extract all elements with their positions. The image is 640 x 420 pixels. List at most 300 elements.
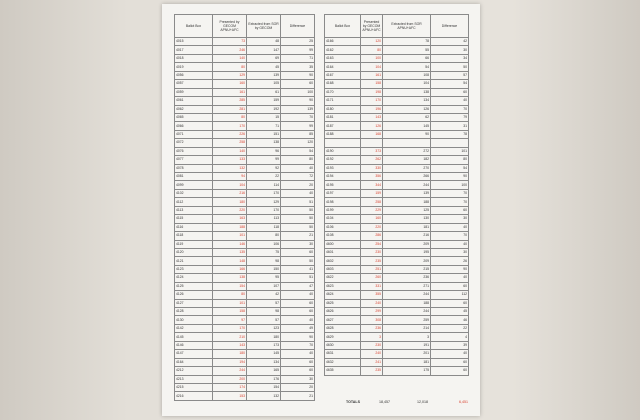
gecom-value-cell: 281 bbox=[213, 105, 247, 113]
sor-value-cell: 244 bbox=[383, 291, 431, 299]
table-row bbox=[325, 173, 469, 181]
table-row bbox=[175, 333, 315, 341]
ballot-box-cell: 4061 bbox=[175, 97, 213, 105]
difference-cell: 50 bbox=[281, 215, 315, 223]
table-row bbox=[175, 383, 315, 391]
table-row bbox=[325, 324, 469, 332]
gecom-value-cell: 168 bbox=[361, 130, 383, 138]
table-row bbox=[325, 156, 469, 164]
table-row bbox=[325, 88, 469, 96]
ballot-box-cell: 4123 bbox=[175, 265, 213, 273]
gecom-value-cell: 330 bbox=[361, 164, 383, 172]
totals-row bbox=[324, 398, 468, 406]
sor-value-cell: 182 bbox=[383, 156, 431, 164]
difference-cell: 30 bbox=[431, 248, 469, 256]
sor-value-cell: 175 bbox=[383, 367, 431, 375]
gecom-value-cell: 220 bbox=[213, 206, 247, 214]
difference-cell: 49 bbox=[281, 324, 315, 332]
difference-cell: 21 bbox=[281, 232, 315, 240]
ballot-box-cell: 4622 bbox=[325, 274, 361, 282]
sor-value-cell: 92 bbox=[247, 164, 281, 172]
difference-cell: 60 bbox=[281, 367, 315, 375]
sor-value-cell: 98 bbox=[247, 308, 281, 316]
difference-cell: 40 bbox=[281, 291, 315, 299]
gecom-value-cell: 163 bbox=[213, 215, 247, 223]
gecom-value-cell: 260 bbox=[361, 274, 383, 282]
difference-cell: 60 bbox=[431, 358, 469, 366]
difference-cell: 30 bbox=[431, 46, 469, 54]
gecom-value-cell: 251 bbox=[361, 265, 383, 273]
table-row bbox=[175, 113, 315, 121]
sor-value-cell: 188 bbox=[383, 198, 431, 206]
ballot-box-cell: 4197 bbox=[325, 189, 361, 197]
ballot-box-cell: 4629 bbox=[325, 333, 361, 341]
table-row bbox=[325, 97, 469, 105]
ballot-box-cell: 4630 bbox=[325, 341, 361, 349]
gecom-value-cell: 174 bbox=[213, 383, 247, 391]
ballot-box-cell: 4167 bbox=[325, 71, 361, 79]
gecom-value-cell: 158 bbox=[361, 80, 383, 88]
difference-cell: 85 bbox=[281, 130, 315, 138]
table-row bbox=[325, 139, 469, 147]
gecom-value-cell: 146 bbox=[213, 240, 247, 248]
sor-value-cell: 181 bbox=[383, 223, 431, 231]
sor-value-cell: 195 bbox=[383, 248, 431, 256]
gecom-value-cell: 285 bbox=[213, 97, 247, 105]
table-row bbox=[325, 282, 469, 290]
gecom-value-cell: 262 bbox=[361, 156, 383, 164]
difference-cell: 79 bbox=[431, 113, 469, 121]
sor-value-cell: 54 bbox=[383, 63, 431, 71]
gecom-value-cell: 104 bbox=[213, 181, 247, 189]
difference-cell: 4 bbox=[431, 333, 469, 341]
table-row bbox=[325, 164, 469, 172]
ballot-box-cell: 4181 bbox=[325, 113, 361, 121]
difference-cell: 30 bbox=[281, 375, 315, 383]
table-row bbox=[325, 130, 469, 138]
sor-value-cell: 159 bbox=[247, 97, 281, 105]
ballot-box-cell: 4625 bbox=[325, 299, 361, 307]
ballot-box-cell: 4166 bbox=[325, 38, 361, 46]
gecom-value-cell: 299 bbox=[361, 308, 383, 316]
difference-cell: 42 bbox=[431, 38, 469, 46]
table-row bbox=[325, 105, 469, 113]
table-row bbox=[175, 139, 315, 147]
left-results-table bbox=[174, 14, 315, 401]
sor-value-cell: 104 bbox=[383, 80, 431, 88]
difference-cell: 21 bbox=[281, 392, 315, 400]
gecom-value-cell: 194 bbox=[213, 358, 247, 366]
difference-cell: 60 bbox=[431, 206, 469, 214]
table-row bbox=[175, 97, 315, 105]
sor-value-cell: 150 bbox=[247, 265, 281, 273]
sor-value-cell: 132 bbox=[247, 392, 281, 400]
ballot-box-cell: 4216 bbox=[175, 392, 213, 400]
table-row bbox=[175, 173, 315, 181]
table-row bbox=[325, 341, 469, 349]
difference-cell: 30 bbox=[281, 240, 315, 248]
gecom-value-cell: 126 bbox=[361, 122, 383, 130]
gecom-value-cell: 140 bbox=[213, 147, 247, 155]
column-header: Difference bbox=[281, 15, 315, 38]
sor-value-cell: 145 bbox=[383, 122, 431, 130]
gecom-value-cell: 230 bbox=[361, 248, 383, 256]
difference-cell: 100 bbox=[281, 88, 315, 96]
difference-cell: 54 bbox=[281, 147, 315, 155]
difference-cell: 99 bbox=[281, 46, 315, 54]
table-row bbox=[175, 341, 315, 349]
ballot-box-cell: 4162 bbox=[325, 46, 361, 54]
table-row bbox=[175, 350, 315, 358]
gecom-value-cell: 166 bbox=[213, 265, 247, 273]
table-row bbox=[325, 299, 469, 307]
sor-value-cell: 154 bbox=[247, 383, 281, 391]
table-row bbox=[175, 164, 315, 172]
ballot-box-cell: 4120 bbox=[175, 248, 213, 256]
sor-value-cell: 69 bbox=[247, 54, 281, 62]
gecom-value-cell: 80 bbox=[213, 113, 247, 121]
gecom-value-cell: 198 bbox=[361, 88, 383, 96]
difference-cell: 70 bbox=[431, 105, 469, 113]
table-row bbox=[325, 147, 469, 155]
table-row bbox=[325, 54, 469, 62]
ballot-box-cell: 4180 bbox=[325, 105, 361, 113]
ballot-box-cell: 4142 bbox=[175, 324, 213, 332]
ballot-box-cell: 4164 bbox=[325, 63, 361, 71]
difference-cell: 60 bbox=[281, 299, 315, 307]
ballot-box-cell: 4071 bbox=[175, 130, 213, 138]
difference-cell: 60 bbox=[281, 358, 315, 366]
sor-value-cell bbox=[383, 139, 431, 147]
ballot-box-cell: 4119 bbox=[175, 240, 213, 248]
table-row bbox=[325, 265, 469, 273]
table-row bbox=[175, 189, 315, 197]
table-row bbox=[175, 215, 315, 223]
ballot-box-cell: 4125 bbox=[175, 282, 213, 290]
ballot-box-cell: 4059 bbox=[175, 88, 213, 96]
ballot-box-cell: 4113 bbox=[175, 206, 213, 214]
sor-value-cell: 236 bbox=[383, 274, 431, 282]
sor-value-cell: 71 bbox=[247, 122, 281, 130]
table-row bbox=[175, 122, 315, 130]
ballot-box-cell: 4057 bbox=[175, 80, 213, 88]
gecom-value-cell: 80 bbox=[213, 63, 247, 71]
table-row bbox=[175, 324, 315, 332]
table-row bbox=[325, 71, 469, 79]
ballot-box-cell: 4198 bbox=[325, 198, 361, 206]
gecom-value-cell: 94 bbox=[213, 173, 247, 181]
ballot-box-cell: 4072 bbox=[175, 139, 213, 147]
sor-value-cell: 216 bbox=[383, 232, 431, 240]
difference-cell: 60 bbox=[281, 80, 315, 88]
table-row bbox=[175, 375, 315, 383]
sor-value-cell: 139 bbox=[383, 189, 431, 197]
gecom-value-cell: 80 bbox=[361, 46, 383, 54]
sor-value-cell: 170 bbox=[247, 206, 281, 214]
table-row bbox=[175, 308, 315, 316]
ballot-box-cell: 4018 bbox=[175, 54, 213, 62]
totals-label: TOTALS bbox=[345, 400, 360, 404]
gecom-value-cell: 101 bbox=[213, 232, 247, 240]
gecom-value-cell: 216 bbox=[213, 189, 247, 197]
table-row bbox=[175, 80, 315, 88]
table-row bbox=[175, 299, 315, 307]
column-header: Ballot Box bbox=[325, 15, 361, 38]
difference-cell: 39 bbox=[431, 341, 469, 349]
ballot-box-cell: 4624 bbox=[325, 291, 361, 299]
table-row bbox=[175, 206, 315, 214]
sor-value-cell: 105 bbox=[247, 80, 281, 88]
difference-cell: 60 bbox=[431, 88, 469, 96]
gecom-value-cell: 236 bbox=[361, 324, 383, 332]
table-row bbox=[175, 392, 315, 400]
ballot-box-cell: 4062 bbox=[175, 105, 213, 113]
ballot-box-cell: 4215 bbox=[175, 383, 213, 391]
sor-value-cell: 165 bbox=[247, 367, 281, 375]
difference-cell: 40 bbox=[281, 350, 315, 358]
difference-cell: 50 bbox=[281, 206, 315, 214]
table-row bbox=[325, 189, 469, 197]
sor-value-cell: 134 bbox=[247, 358, 281, 366]
table-row bbox=[325, 215, 469, 223]
ballot-box-cell: 4163 bbox=[325, 54, 361, 62]
sor-value-cell: 272 bbox=[383, 147, 431, 155]
sor-value-cell: 96 bbox=[247, 147, 281, 155]
gecom-value-cell: 230 bbox=[361, 341, 383, 349]
right-results-table bbox=[324, 14, 469, 376]
difference-cell: 120 bbox=[281, 139, 315, 147]
ballot-box-cell: 4635 bbox=[325, 367, 361, 375]
gecom-value-cell: 240 bbox=[361, 350, 383, 358]
table-row bbox=[325, 358, 469, 366]
difference-cell: 40 bbox=[431, 97, 469, 105]
gecom-value-cell: 3 bbox=[361, 333, 383, 341]
table-row bbox=[175, 198, 315, 206]
gecom-value-cell: 226 bbox=[213, 130, 247, 138]
gecom-value-cell: 229 bbox=[361, 206, 383, 214]
difference-cell: 22 bbox=[431, 324, 469, 332]
difference-cell: 80 bbox=[431, 156, 469, 164]
table-row bbox=[175, 46, 315, 54]
sor-value-cell: 209 bbox=[383, 240, 431, 248]
ballot-box-cell: 4019 bbox=[175, 63, 213, 71]
table-row bbox=[175, 248, 315, 256]
ballot-box-cell: 4187 bbox=[325, 122, 361, 130]
sor-value-cell: 48 bbox=[247, 38, 281, 46]
difference-cell: 40 bbox=[431, 350, 469, 358]
ballot-box-cell: 4145 bbox=[175, 333, 213, 341]
sor-value-cell: 170 bbox=[247, 189, 281, 197]
sor-value-cell: 57 bbox=[247, 316, 281, 324]
table-row bbox=[175, 38, 315, 46]
ballot-box-cell: 4116 bbox=[175, 223, 213, 231]
ballot-box-cell: 4102 bbox=[175, 189, 213, 197]
sor-value-cell: 151 bbox=[247, 130, 281, 138]
totals-difference: 6,451 bbox=[459, 400, 468, 404]
sor-value-cell: 107 bbox=[247, 282, 281, 290]
ballot-box-cell: 4213 bbox=[175, 375, 213, 383]
table-row bbox=[325, 350, 469, 358]
gecom-value-cell: 120 bbox=[361, 38, 383, 46]
sor-value-cell: 80 bbox=[247, 232, 281, 240]
table-row bbox=[175, 257, 315, 265]
difference-cell: 41 bbox=[281, 265, 315, 273]
sor-value-cell: 266 bbox=[383, 173, 431, 181]
column-header: Extracted from SOR by GECOM bbox=[247, 15, 281, 38]
ballot-box-cell: 4627 bbox=[325, 316, 361, 324]
difference-cell: 20 bbox=[281, 181, 315, 189]
difference-cell: 139 bbox=[281, 105, 315, 113]
ballot-box-cell: 4078 bbox=[175, 164, 213, 172]
ballot-box-cell: 4056 bbox=[175, 71, 213, 79]
ballot-box-cell: 4168 bbox=[325, 80, 361, 88]
gecom-value-cell: 159 bbox=[361, 189, 383, 197]
gecom-value-cell: 355 bbox=[361, 291, 383, 299]
difference-cell: 100 bbox=[431, 181, 469, 189]
ballot-box-cell: 4603 bbox=[325, 265, 361, 273]
totals-gecom: 18,457 bbox=[379, 400, 390, 404]
ballot-box-cell: 4124 bbox=[175, 274, 213, 282]
sor-value-cell: 98 bbox=[247, 257, 281, 265]
sor-value-cell: 123 bbox=[247, 324, 281, 332]
gecom-value-cell: 200 bbox=[213, 375, 247, 383]
ballot-box-cell: 4118 bbox=[175, 232, 213, 240]
ballot-box-cell: 4115 bbox=[175, 215, 213, 223]
sor-value-cell: 181 bbox=[383, 358, 431, 366]
ballot-box-cell: 4188 bbox=[325, 130, 361, 138]
difference-cell: 70 bbox=[431, 232, 469, 240]
column-header: Extracted from SOR APNU+AFC bbox=[383, 15, 431, 38]
sor-value-cell: 215 bbox=[383, 265, 431, 273]
table-row bbox=[325, 232, 469, 240]
gecom-value-cell: 246 bbox=[213, 46, 247, 54]
table-row bbox=[325, 63, 469, 71]
sor-value-cell: 130 bbox=[383, 215, 431, 223]
sor-value-cell: 3 bbox=[383, 333, 431, 341]
gecom-value-cell: 80 bbox=[213, 291, 247, 299]
difference-cell bbox=[431, 139, 469, 147]
sor-value-cell: 271 bbox=[383, 282, 431, 290]
difference-cell: 54 bbox=[431, 80, 469, 88]
difference-cell: 72 bbox=[281, 173, 315, 181]
sor-value-cell: 138 bbox=[247, 139, 281, 147]
sor-value-cell: 66 bbox=[383, 54, 431, 62]
difference-cell: 40 bbox=[431, 274, 469, 282]
difference-cell: 90 bbox=[281, 71, 315, 79]
gecom-value-cell: 210 bbox=[213, 333, 247, 341]
sor-value-cell: 95 bbox=[247, 274, 281, 282]
sor-value-cell: 126 bbox=[383, 105, 431, 113]
difference-cell: 60 bbox=[281, 248, 315, 256]
sor-value-cell: 114 bbox=[247, 181, 281, 189]
table-row bbox=[175, 105, 315, 113]
sor-value-cell: 108 bbox=[383, 71, 431, 79]
gecom-value-cell: 148 bbox=[213, 257, 247, 265]
gecom-value-cell: 241 bbox=[361, 358, 383, 366]
sor-value-cell: 192 bbox=[247, 105, 281, 113]
sor-value-cell: 244 bbox=[383, 181, 431, 189]
difference-cell: 54 bbox=[431, 164, 469, 172]
sor-value-cell: 57 bbox=[247, 299, 281, 307]
gecom-value-cell: 143 bbox=[361, 113, 383, 121]
sor-value-cell: 15 bbox=[247, 113, 281, 121]
left-header-row bbox=[175, 15, 315, 38]
sor-value-cell: 145 bbox=[247, 350, 281, 358]
sor-value-cell: 176 bbox=[247, 375, 281, 383]
left-table-body bbox=[175, 38, 315, 401]
gecom-value-cell: 170 bbox=[213, 122, 247, 130]
gecom-value-cell: 258 bbox=[213, 139, 247, 147]
gecom-value-cell: 133 bbox=[213, 156, 247, 164]
ballot-box-cell: 4015 bbox=[175, 38, 213, 46]
gecom-value-cell: 129 bbox=[213, 71, 247, 79]
column-header: Difference bbox=[431, 15, 469, 38]
gecom-value-cell: 286 bbox=[361, 232, 383, 240]
difference-cell: 50 bbox=[431, 63, 469, 71]
difference-cell: 101 bbox=[431, 147, 469, 155]
ballot-box-cell: 4108 bbox=[325, 232, 361, 240]
table-row bbox=[175, 367, 315, 375]
sor-value-cell: 90 bbox=[383, 130, 431, 138]
ballot-box-cell: 4602 bbox=[325, 257, 361, 265]
table-row bbox=[175, 181, 315, 189]
difference-cell: 80 bbox=[281, 156, 315, 164]
difference-cell: 70 bbox=[281, 341, 315, 349]
gecom-value-cell: 180 bbox=[213, 198, 247, 206]
table-row bbox=[175, 156, 315, 164]
gecom-value-cell: 373 bbox=[361, 147, 383, 155]
gecom-value-cell: 154 bbox=[213, 282, 247, 290]
gecom-value-cell: 258 bbox=[361, 198, 383, 206]
difference-cell: 40 bbox=[281, 164, 315, 172]
gecom-value-cell: 196 bbox=[361, 105, 383, 113]
table-row bbox=[325, 181, 469, 189]
sor-value-cell: 259 bbox=[383, 316, 431, 324]
table-row bbox=[175, 54, 315, 62]
sor-value-cell: 42 bbox=[247, 291, 281, 299]
ballot-box-cell: 4127 bbox=[175, 299, 213, 307]
ballot-box-cell: 4146 bbox=[175, 341, 213, 349]
difference-cell: 40 bbox=[431, 223, 469, 231]
gecom-value-cell: 254 bbox=[361, 240, 383, 248]
ballot-box-cell: 4164 bbox=[175, 358, 213, 366]
sor-value-cell: 134 bbox=[383, 97, 431, 105]
ballot-box-cell: 4170 bbox=[325, 88, 361, 96]
right-table-body bbox=[325, 38, 469, 376]
table-row bbox=[325, 206, 469, 214]
table-row bbox=[325, 291, 469, 299]
sor-value-cell: 22 bbox=[247, 173, 281, 181]
ballot-box-cell: 4632 bbox=[325, 358, 361, 366]
table-row bbox=[175, 71, 315, 79]
ballot-box-cell: 4128 bbox=[175, 308, 213, 316]
difference-cell: 25 bbox=[281, 38, 315, 46]
table-row bbox=[325, 248, 469, 256]
ballot-box-cell: 4077 bbox=[175, 156, 213, 164]
gecom-value-cell: 180 bbox=[213, 350, 247, 358]
ballot-box-cell: 4194 bbox=[325, 173, 361, 181]
table-row bbox=[175, 223, 315, 231]
table-row bbox=[325, 198, 469, 206]
gecom-value-cell: 160 bbox=[361, 215, 383, 223]
gecom-value-cell: 240 bbox=[361, 299, 383, 307]
sor-value-cell: 129 bbox=[247, 198, 281, 206]
ballot-box-cell bbox=[325, 139, 361, 147]
gecom-value-cell: 138 bbox=[213, 274, 247, 282]
difference-cell: 40 bbox=[281, 316, 315, 324]
table-row bbox=[175, 274, 315, 282]
gecom-value-cell: 73 bbox=[213, 38, 247, 46]
